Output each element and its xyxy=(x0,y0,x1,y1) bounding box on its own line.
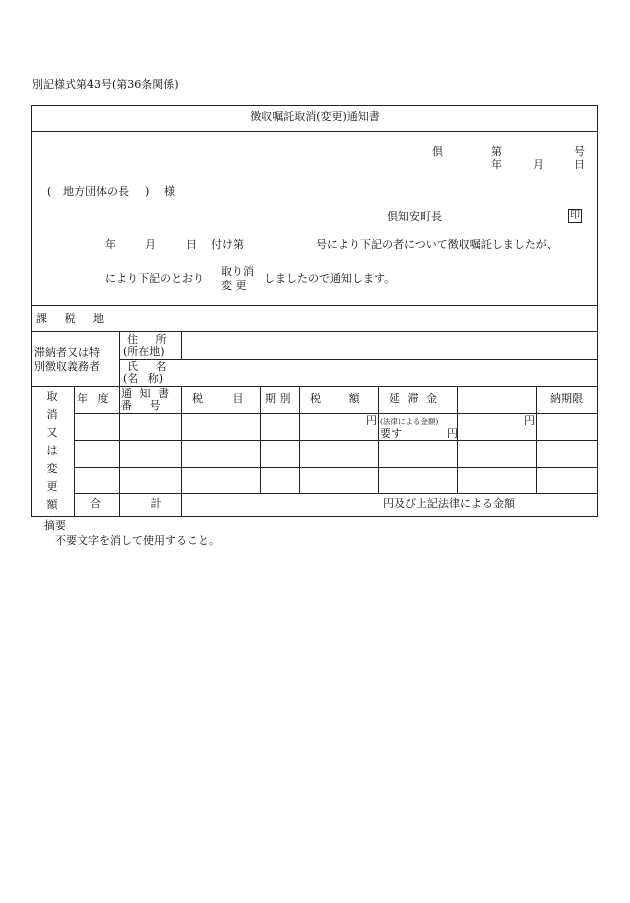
header-town: 倶 xyxy=(432,145,443,158)
side-char: 更 xyxy=(46,480,58,493)
label-meisho: (名 称) xyxy=(123,372,164,385)
side-char: 消 xyxy=(46,408,58,421)
header-go: 号 xyxy=(574,145,585,158)
notice-form xyxy=(31,105,598,517)
col-nendo: 年 度 xyxy=(77,392,109,405)
header-dai: 第 xyxy=(491,145,502,158)
header-day: 日 xyxy=(574,158,585,171)
header-year: 年 xyxy=(491,158,502,171)
divider xyxy=(181,331,182,359)
divider xyxy=(32,386,597,387)
body-tsukedai: 付け第 xyxy=(211,238,244,251)
col-nokigen: 納期限 xyxy=(550,392,583,405)
form-reference: 別記様式第43号(第36条関係) xyxy=(32,78,179,91)
side-label-torikeshi-henko xyxy=(45,391,59,517)
divider xyxy=(32,131,597,132)
body-day: 日 xyxy=(186,238,197,251)
col-tsuchisho-bottom: 番 号 xyxy=(121,399,161,412)
divider xyxy=(74,413,597,414)
divider xyxy=(32,305,597,306)
yosu-label: 要す xyxy=(380,427,402,440)
divider xyxy=(74,440,597,441)
issuer-name: 倶知安町長 xyxy=(387,210,442,223)
body-line1-rest: 号により下記の者について徴収嘱託しましたが、 xyxy=(316,238,558,251)
col-tsuchisho-top: 通 知 書 xyxy=(121,387,169,400)
label-gokei: 合 計 xyxy=(90,497,162,510)
divider xyxy=(74,493,597,494)
divider xyxy=(536,386,537,493)
body-year: 年 xyxy=(105,238,116,251)
yosu-en: 円 xyxy=(447,427,458,440)
gokei-text: 円及び上記法律による金額 xyxy=(383,497,515,510)
blank-col-en: 円 xyxy=(524,414,535,427)
label-taino-1: 滞納者又は特 xyxy=(34,346,100,359)
side-char: 額 xyxy=(46,498,58,511)
addressee-open-paren: ( xyxy=(47,185,52,198)
hourei-note: (法律による金額) xyxy=(380,417,439,426)
body-line2-suffix: しましたので通知します。 xyxy=(264,272,396,285)
addressee-sama: 様 xyxy=(164,185,175,198)
side-char: 変 xyxy=(46,462,58,475)
label-shimei: 氏 名 xyxy=(127,360,167,373)
divider xyxy=(260,386,261,493)
divider xyxy=(32,331,597,332)
body-month: 月 xyxy=(145,238,156,251)
side-char: 又 xyxy=(46,426,58,439)
note-text: 不要文字を消して使用すること。 xyxy=(55,534,220,547)
col-kibetsu: 期 別 xyxy=(265,392,291,405)
label-shozaichi: (所在地) xyxy=(123,345,165,358)
label-kazeichi: 課 税 地 xyxy=(36,312,104,325)
label-taino-2: 別徴収義務者 xyxy=(34,360,100,373)
col-entaikin: 延 滞 金 xyxy=(389,392,437,405)
label-jusho: 住 所 xyxy=(127,333,167,346)
choice-torikeshi: 取り消 xyxy=(221,265,254,278)
divider xyxy=(181,386,182,517)
header-month: 月 xyxy=(533,158,544,171)
divider xyxy=(378,386,379,493)
divider xyxy=(74,386,75,517)
side-char: 取 xyxy=(46,390,58,403)
note-heading: 摘要 xyxy=(44,519,66,532)
choice-henko: 変 更 xyxy=(221,279,247,292)
col-zeimoku: 税 目 xyxy=(192,392,244,405)
seal-mark: 印 xyxy=(570,210,580,221)
divider xyxy=(299,386,300,493)
body-line2-prefix: により下記のとおり xyxy=(105,272,204,285)
zeigaku-en: 円 xyxy=(366,414,377,427)
document-title: 徴収嘱託取消(変更)通知書 xyxy=(250,110,380,123)
addressee-close-paren: ) xyxy=(145,185,150,198)
divider xyxy=(119,331,120,386)
divider xyxy=(119,359,597,360)
side-char: は xyxy=(46,444,58,457)
addressee-label: 地方団体の長 xyxy=(63,185,129,198)
divider xyxy=(74,467,597,468)
col-zeigaku: 税 額 xyxy=(310,392,360,405)
